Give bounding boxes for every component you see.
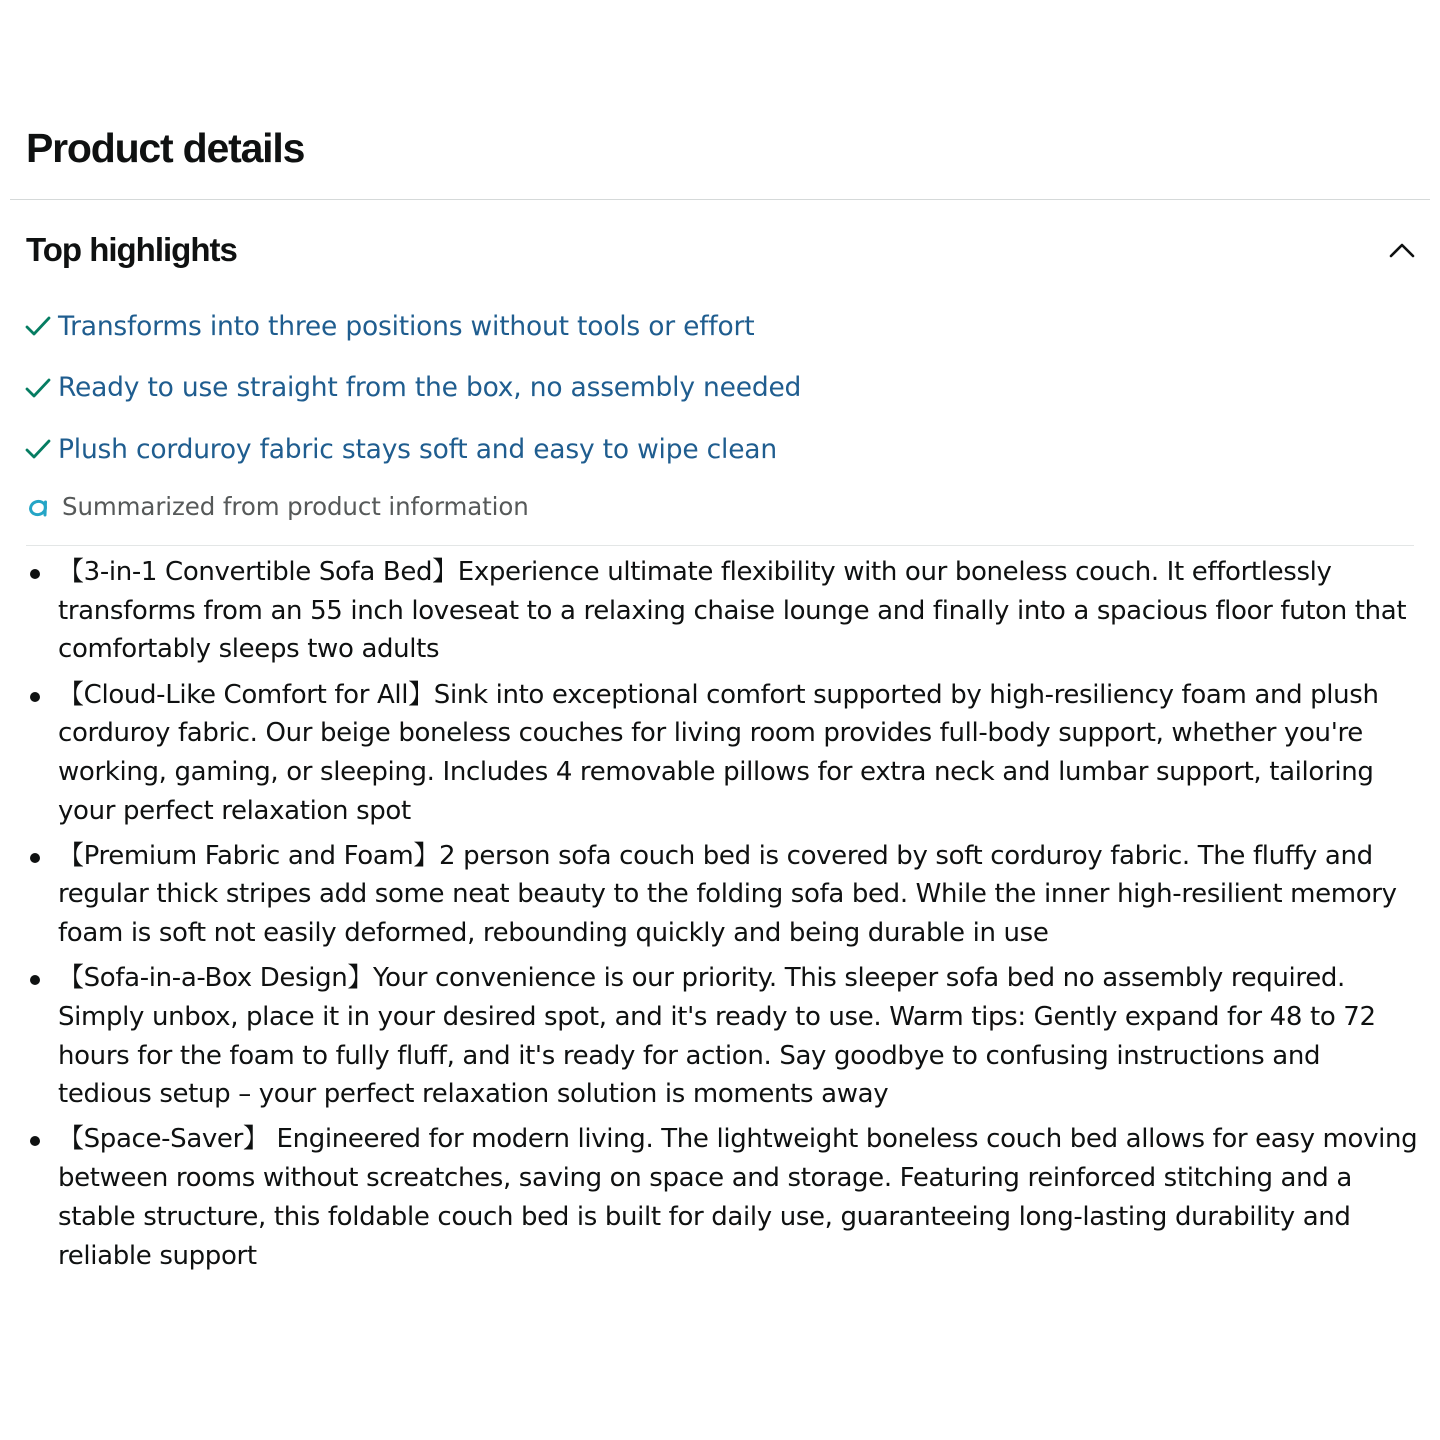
section-divider: [10, 199, 1430, 200]
feature-bullet: [58, 837, 1418, 953]
feature-bullets: [58, 553, 1418, 1282]
summary-attribution: [26, 486, 529, 526]
bullet-dot: [30, 569, 40, 579]
bullet-dot: [30, 853, 40, 863]
bullet-dot: [30, 692, 40, 702]
feature-text: 【3-in-1 Convertible Sofa Bed】Experience ultimate flexibility with our boneless couch. It effortlessly transforms from an 55 inch loveseat to a relaxing chaise lounge and finally into a spacious floor futon that comfortably sleeps two adults: [58, 557, 1407, 665]
feature-bullet: [58, 676, 1418, 831]
highlight-item[interactable]: [24, 300, 801, 352]
summary-text: Summarized from product information: [62, 491, 529, 521]
bullet-dot: [30, 1136, 40, 1146]
bullet-dot: [30, 975, 40, 985]
check-icon: [24, 435, 52, 463]
ai-summary-icon: [26, 493, 52, 519]
feature-text: 【Premium Fabric and Foam】2 person sofa couch bed is covered by soft corduroy fabric. The fluffy and regular thick stripes add some neat beauty to the folding sofa bed. While the inner high-resilient memory foam is soft not easily deformed, rebounding quickly and being durable in use: [58, 840, 1397, 949]
highlight-text: Transforms into three positions without tools or effort: [58, 310, 755, 342]
check-icon: [24, 374, 52, 402]
highlight-text: Ready to use straight from the box, no assembly needed: [58, 372, 802, 403]
highlights-list: [24, 300, 801, 485]
top-highlights-header[interactable]: [26, 224, 1420, 276]
feature-text: 【Space-Saver】 Engineered for modern living. The lightweight boneless couch bed allows for easy moving between rooms without screatches, saving on space and storage. Featuring reinforced stitching and a stable structure, this foldable couch bed is built for daily use, guaranteeing long-lasting durability and reliable support: [58, 1124, 1418, 1271]
page-title: Product details: [26, 125, 305, 171]
highlight-item[interactable]: [24, 362, 801, 414]
section-title: Top highlights: [26, 231, 237, 268]
feature-text: 【Sofa-in-a-Box Design】Your convenience is our priority. This sleeper sofa bed no assembly required. Simply unbox, place it in your desired spot, and it's ready to use. Warm tips: Gently expand for 48 to 72 hours for the foam to fully fluff, and it's ready for action. Say goodbye to confusing instructions and tedious setup – your perfect relaxation solution is moments away: [58, 963, 1376, 1110]
feature-text: 【Cloud-Like Comfort for All】Sink into exceptional comfort supported by high-resiliency foam and plush corduroy fabric. Our beige boneless couches for living room provides full-body support, whether you're working, gaming, or sleeping. Includes 4 removable pillows for extra neck and lumbar support, tailoring your perfect relaxation spot: [58, 679, 1379, 826]
highlight-text: Plush corduroy fabric stays soft and easy to wipe clean: [58, 433, 777, 465]
feature-bullet: [58, 959, 1418, 1114]
highlights-divider: [26, 545, 1414, 546]
highlight-item[interactable]: [24, 423, 801, 475]
feature-bullet: [58, 553, 1418, 669]
chevron-up-icon: [1389, 241, 1415, 259]
feature-bullet: [58, 1120, 1418, 1275]
check-icon: [24, 312, 52, 340]
collapse-toggle-button[interactable]: [1384, 232, 1420, 268]
